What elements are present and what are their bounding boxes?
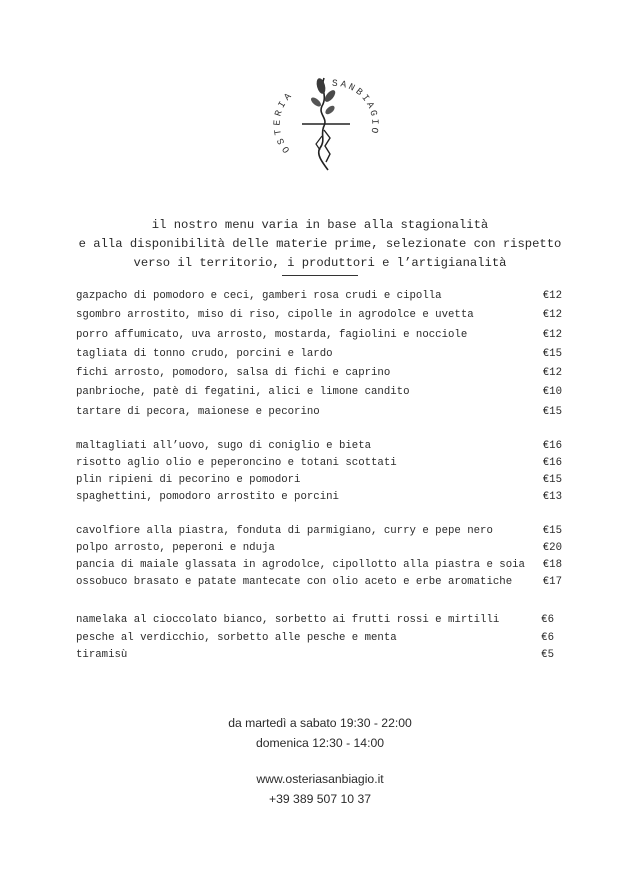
menu-item bbox=[76, 287, 562, 306]
dish-name: ossobuco brasato e patate mantecate con olio aceto e erbe aromatiche bbox=[76, 575, 513, 588]
menu-item bbox=[76, 364, 562, 383]
menu-item bbox=[76, 345, 562, 364]
dish-price: €16 bbox=[542, 456, 562, 469]
dish-name: risotto aglio olio e peperoncino e totani scottati bbox=[76, 456, 397, 469]
website-link[interactable]: www.osteriasanbiagio.it bbox=[256, 772, 384, 786]
dish-price: €18 bbox=[542, 558, 562, 571]
dish-name: panbrioche, patè di fegatini, alici e limone candito bbox=[76, 386, 410, 399]
dish-price: €16 bbox=[542, 440, 562, 452]
opening-hours bbox=[0, 713, 640, 753]
contact-info bbox=[0, 769, 640, 809]
menu-item bbox=[76, 489, 562, 506]
intro-line: e alla disponibilità delle materie prime, selezionate con rispetto bbox=[78, 237, 562, 251]
logo bbox=[270, 66, 380, 176]
dish-name: pancia di maiale glassata in agrodolce, cipollotto alla piastra e soia bbox=[76, 558, 525, 571]
menu-item bbox=[76, 540, 562, 557]
menu-item bbox=[76, 403, 562, 422]
menu-item bbox=[76, 557, 562, 574]
phone-number[interactable]: +39 389 507 10 37 bbox=[269, 792, 371, 806]
dish-name: pesche al verdicchio, sorbetto alle pesche e menta bbox=[76, 631, 397, 644]
dish-name: namelaka al cioccolato bianco, sorbetto ai frutti rossi e mirtilli bbox=[76, 614, 500, 626]
dish-name: tartare di pecora, maionese e pecorino bbox=[76, 405, 320, 418]
menu-item bbox=[76, 306, 562, 325]
dish-price: €13 bbox=[542, 490, 562, 503]
divider bbox=[282, 275, 358, 276]
hours-line: da martedì a sabato 19:30 - 22:00 bbox=[228, 716, 412, 730]
dish-price: €15 bbox=[542, 405, 562, 418]
menu-item bbox=[76, 523, 562, 540]
dish-name: sgombro arrostito, miso di riso, cipolle in agrodolce e uvetta bbox=[76, 309, 474, 322]
dish-name: plin ripieni di pecorino e pomodori bbox=[76, 473, 301, 486]
intro-text bbox=[0, 216, 640, 273]
dish-price: €10 bbox=[542, 386, 562, 399]
menu-item bbox=[76, 455, 562, 472]
dish-name: tagliata di tonno crudo, porcini e lardo bbox=[76, 347, 333, 360]
dish-name: gazpacho di pomodoro e ceci, gamberi rosa crudi e cipolla bbox=[76, 290, 442, 302]
dish-price: €12 bbox=[542, 309, 562, 322]
dish-name: cavolfiore alla piastra, fonduta di parmigiano, curry e pepe nero bbox=[76, 525, 493, 537]
dish-name: porro affumicato, uva arrosto, mostarda, fagiolini e nocciole bbox=[76, 328, 468, 341]
dish-price: €6 bbox=[541, 614, 554, 626]
menu-item bbox=[76, 612, 562, 630]
menu-item bbox=[76, 630, 562, 648]
dish-price: €12 bbox=[542, 328, 562, 341]
menu-section-pasta bbox=[76, 438, 562, 506]
hours-line: domenica 12:30 - 14:00 bbox=[255, 736, 385, 750]
logo-right-text: SANBIAGIO bbox=[331, 77, 380, 137]
menu-item bbox=[76, 438, 562, 455]
dish-name: spaghettini, pomodoro arrostito e porcini bbox=[76, 490, 339, 503]
intro-line: il nostro menu varia in base alla stagionalità bbox=[151, 218, 489, 232]
dish-price: €6 bbox=[541, 631, 554, 644]
menu-item bbox=[76, 326, 562, 345]
dish-price: €20 bbox=[542, 541, 562, 554]
menu-item bbox=[76, 647, 562, 665]
menu-item bbox=[76, 472, 562, 489]
menu-section-starters bbox=[76, 287, 562, 422]
dish-price: €5 bbox=[541, 649, 554, 661]
logo-left-text: OSTERIA bbox=[271, 88, 296, 155]
dish-name: tiramisù bbox=[76, 649, 128, 661]
menu-section-mains bbox=[76, 523, 562, 591]
menu-section-desserts bbox=[76, 612, 562, 665]
vine-cross-icon bbox=[270, 66, 380, 176]
intro-line: verso il territorio, i produttori e l’artigianalità bbox=[133, 256, 507, 270]
menu-item bbox=[76, 574, 562, 591]
dish-price: €15 bbox=[542, 347, 562, 360]
dish-price: €15 bbox=[542, 473, 562, 486]
dish-name: maltagliati all’uovo, sugo di coniglio e bieta bbox=[76, 440, 372, 452]
menu-item bbox=[76, 383, 562, 402]
dish-price: €15 bbox=[542, 525, 562, 537]
dish-name: polpo arrosto, peperoni e nduja bbox=[76, 541, 275, 554]
dish-price: €12 bbox=[542, 290, 562, 302]
dish-price: €17 bbox=[542, 575, 562, 588]
dish-price: €12 bbox=[542, 367, 562, 380]
dish-name: fichi arrosto, pomodoro, salsa di fichi e caprino bbox=[76, 367, 391, 380]
